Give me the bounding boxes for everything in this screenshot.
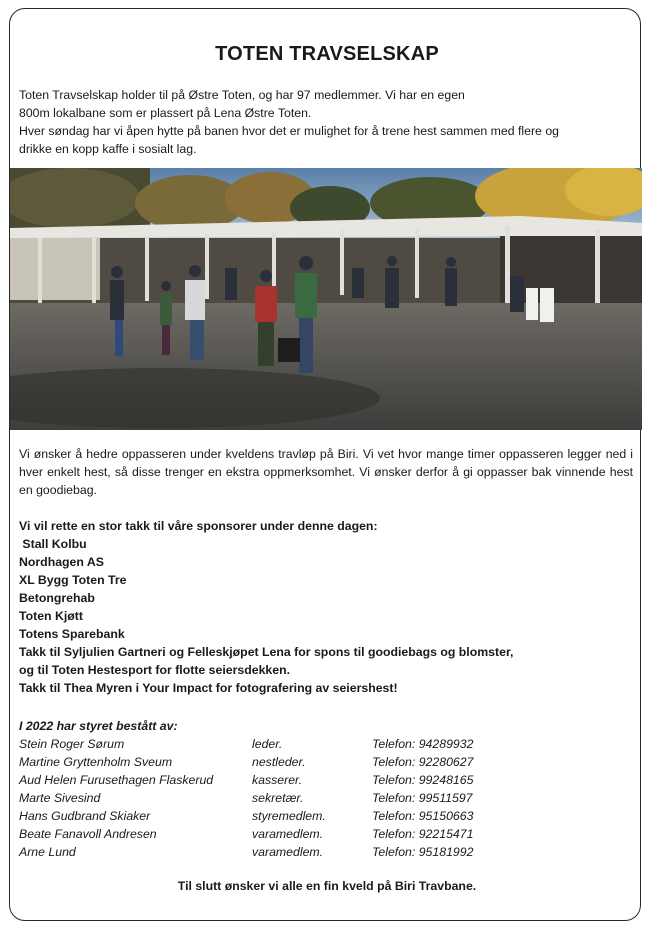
sponsor-thanks: og til Toten Hestesport for flotte seiersdekken. <box>19 663 291 677</box>
board-member-row <box>19 753 631 771</box>
closing-text: Til slutt ønsker vi alle en fin kveld på Biri Travbane. <box>177 879 477 893</box>
member-name: Hans Gudbrand Skiaker <box>19 809 151 823</box>
intro-line: Toten Travselskap holder til på Østre Toten, og har 97 medlemmer. Vi har en egen <box>19 88 465 102</box>
sponsor-item: Toten Kjøtt <box>19 609 83 623</box>
board-heading: I 2022 har styret bestått av: <box>19 719 178 733</box>
honor-paragraph: Vi ønsker å hedre oppasseren under kveldens travløp på Biri. Vi vet hvor mange timer oppasseren legger ned i hver enkelt hest, så disse trenger en ekstra oppmerksomhet. Vi ønsker derfor å gi oppasser bak vinnende hest en goodiebag. <box>19 447 633 497</box>
member-phone: Telefon: 99248165 <box>372 773 474 787</box>
sponsor-item: XL Bygg Toten Tre <box>19 573 127 587</box>
intro-line: 800m lokalbane som er plassert på Lena Østre Toten. <box>19 106 312 120</box>
page-title: TOTEN TRAVSELSKAP <box>215 43 439 65</box>
member-name: Stein Roger Sørum <box>19 737 125 751</box>
sponsor-item: Totens Sparebank <box>19 627 125 641</box>
sponsor-thanks: Takk til Syljulien Gartneri og Felleskjøpet Lena for spons til goodiebags og blomster, <box>19 645 514 659</box>
stable-photo <box>10 168 642 430</box>
member-phone: Telefon: 95150663 <box>372 809 474 823</box>
intro-line: Hver søndag har vi åpen hytte på banen hvor det er mulighet for å trene hest sammen med flere og <box>19 124 559 138</box>
intro-text <box>19 86 631 158</box>
member-role: sekretær. <box>252 791 304 805</box>
board-member-row <box>19 771 631 789</box>
sponsor-item: Stall Kolbu <box>19 537 87 551</box>
member-phone: Telefon: 99511597 <box>372 791 473 805</box>
member-role: varamedlem. <box>252 845 324 859</box>
member-phone: Telefon: 95181992 <box>372 845 474 859</box>
sponsor-item: Nordhagen AS <box>19 555 104 569</box>
member-name: Martine Gryttenholm Sveum <box>19 755 173 769</box>
member-role: leder. <box>252 737 283 751</box>
member-role: styremedlem. <box>252 809 326 823</box>
member-name: Arne Lund <box>19 845 76 859</box>
member-phone: Telefon: 92280627 <box>372 755 474 769</box>
member-phone: Telefon: 92215471 <box>372 827 474 841</box>
sponsors-heading: Vi vil rette en stor takk til våre sponsorer under denne dagen: <box>19 519 378 533</box>
member-name: Aud Helen Furusethagen Flaskerud <box>19 773 214 787</box>
board-member-row <box>19 825 631 843</box>
member-name: Beate Fanavoll Andresen <box>19 827 157 841</box>
board-member-row <box>19 843 631 861</box>
board-member-row <box>19 807 631 825</box>
sponsors-section <box>19 517 631 697</box>
board-member-row <box>19 735 631 753</box>
board-member-row <box>19 789 631 807</box>
board-section <box>19 717 631 861</box>
member-role: varamedlem. <box>252 827 324 841</box>
member-role: nestleder. <box>252 755 306 769</box>
intro-line: drikke en kopp kaffe i sosialt lag. <box>19 142 197 156</box>
member-role: kasserer. <box>252 773 303 787</box>
sponsor-item: Betongrehab <box>19 591 95 605</box>
member-name: Marte Sivesind <box>19 791 101 805</box>
sponsor-thanks: Takk til Thea Myren i Your Impact for fotografering av seiershest! <box>19 681 398 695</box>
member-phone: Telefon: 94289932 <box>372 737 474 751</box>
